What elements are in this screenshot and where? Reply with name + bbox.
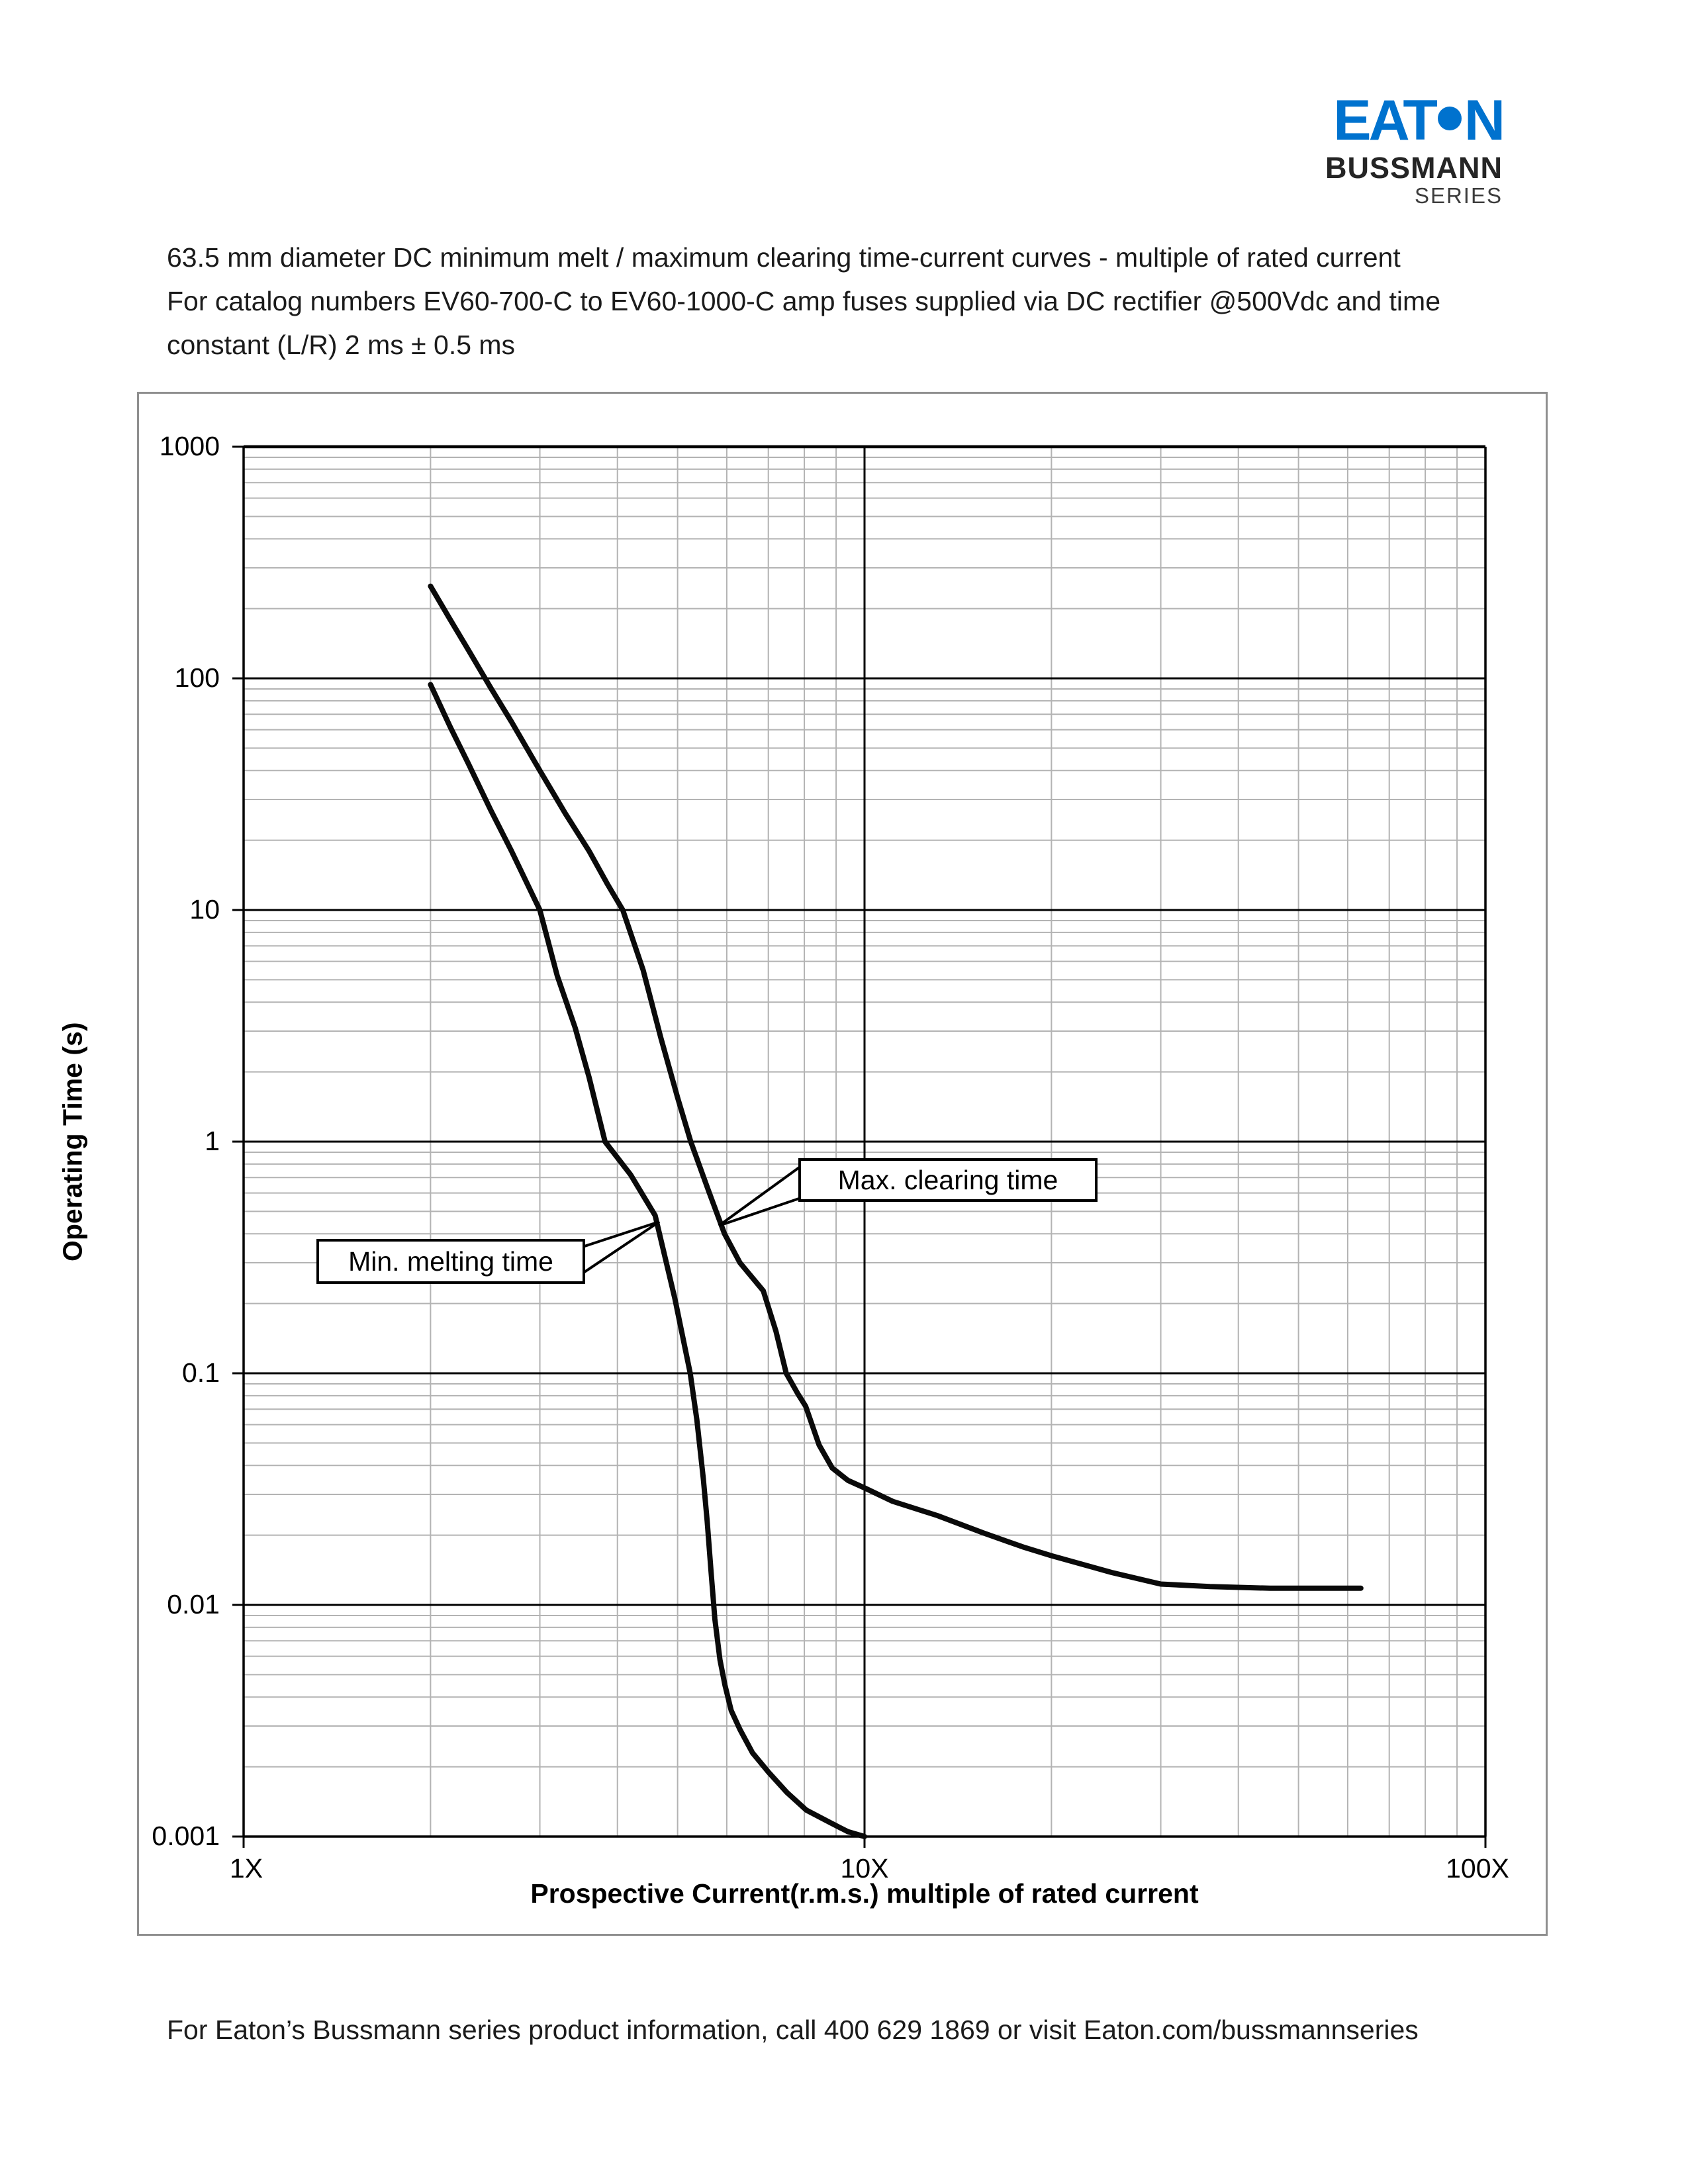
x-tick-100x: 100X xyxy=(1446,1853,1509,1884)
y-tick-100: 100 xyxy=(174,662,220,693)
eaton-wordmark-prefix: EAT xyxy=(1333,89,1435,152)
callout-max-clearing-time-label: Max. clearing time xyxy=(837,1164,1058,1195)
bussmann-wordmark: BUSSMANN xyxy=(1325,151,1503,185)
callout-min-melting-time-label: Min. melting time xyxy=(348,1246,553,1277)
y-tick-0p001: 0.001 xyxy=(152,1821,220,1851)
footer-text: For Eaton’s Bussmann series product information, call 400 629 1869 or visit Eaton.com/bussmannseries xyxy=(167,2015,1419,2045)
y-tick-0p1: 0.1 xyxy=(182,1357,220,1388)
y-axis-title: Operating Time (s) xyxy=(57,1022,88,1261)
y-tick-0p01: 0.01 xyxy=(167,1589,220,1619)
y-tick-1000: 1000 xyxy=(159,431,220,461)
y-tick-1: 1 xyxy=(205,1126,220,1156)
title-line-1: 63.5 mm diameter DC minimum melt / maximum clearing time-current curves - multiple of rated current xyxy=(167,242,1401,273)
x-tick-1x: 1X xyxy=(229,1853,263,1884)
title-line-2: For catalog numbers EV60-700-C to EV60-1000-C amp fuses supplied via DC rectifier @500Vdc and time xyxy=(167,286,1440,316)
callout-max-clearing-time xyxy=(798,1158,1098,1202)
series-wordmark: SERIES xyxy=(1414,183,1503,208)
eaton-wordmark-suffix: N xyxy=(1464,89,1503,152)
title-line-3: constant (L/R) 2 ms ± 0.5 ms xyxy=(167,330,516,360)
x-axis-title: Prospective Current(r.m.s.) multiple of rated current xyxy=(530,1878,1199,1909)
callout-min-melting-time xyxy=(316,1239,585,1284)
x-tick-10x: 10X xyxy=(840,1853,889,1884)
y-tick-10: 10 xyxy=(189,894,220,925)
